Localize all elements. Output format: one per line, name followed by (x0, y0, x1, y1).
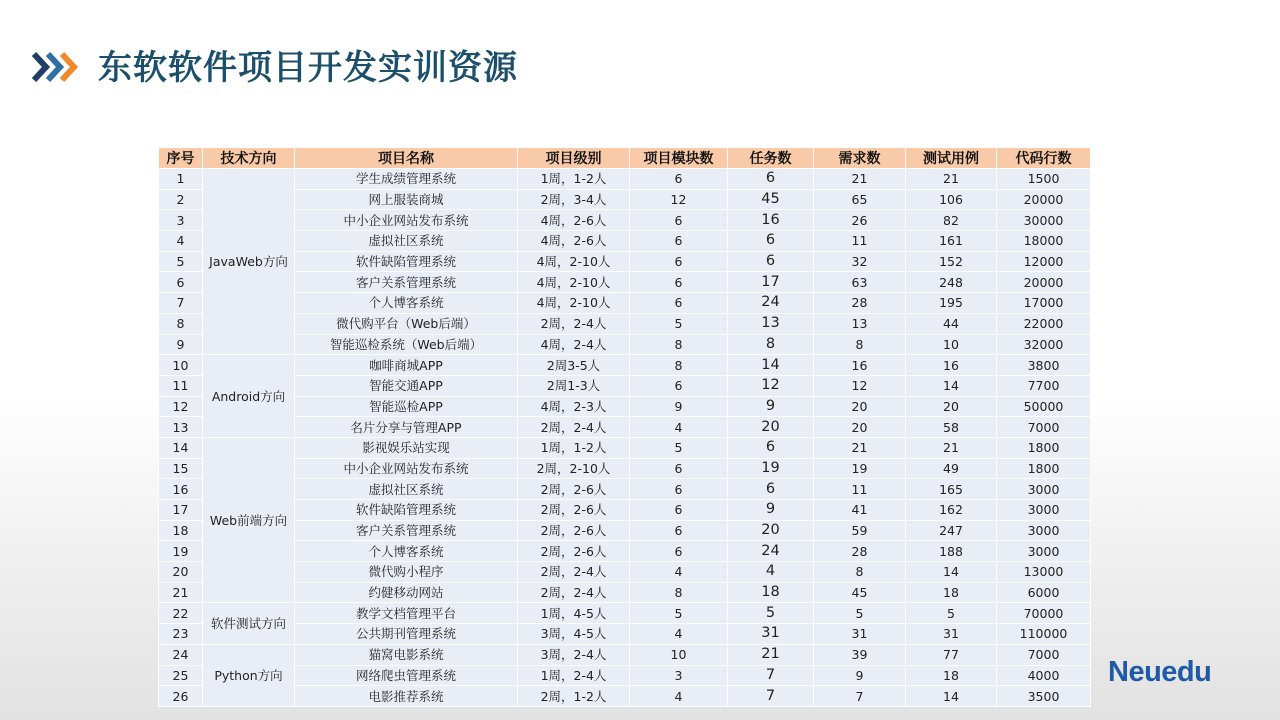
cell-loc: 1800 (997, 458, 1091, 479)
cell-no: 5 (159, 251, 203, 272)
column-header-no: 序号 (159, 148, 203, 169)
tech-direction-cell: Android方向 (203, 355, 295, 438)
cell-name: 猫窝电影系统 (295, 644, 518, 665)
cell-level: 4周，2-6人 (518, 210, 630, 231)
cell-name: 微代购小程序 (295, 562, 518, 583)
cell-level: 2周，2-4人 (518, 417, 630, 438)
cell-tasks: 24 (728, 293, 814, 314)
cell-loc: 3800 (997, 355, 1091, 376)
cell-name: 中小企业网站发布系统 (295, 210, 518, 231)
cell-no: 10 (159, 355, 203, 376)
cell-tasks: 8 (728, 334, 814, 355)
cell-modules: 6 (630, 251, 728, 272)
table-header-row (159, 148, 1091, 169)
cell-no: 21 (159, 582, 203, 603)
cell-reqs: 11 (814, 479, 906, 500)
cell-tests: 20 (906, 396, 997, 417)
column-header-loc: 代码行数 (997, 148, 1091, 169)
cell-no: 24 (159, 644, 203, 665)
cell-reqs: 20 (814, 396, 906, 417)
cell-no: 2 (159, 189, 203, 210)
cell-modules: 12 (630, 189, 728, 210)
cell-no: 7 (159, 293, 203, 314)
cell-level: 3周，4-5人 (518, 624, 630, 645)
cell-loc: 22000 (997, 313, 1091, 334)
tech-direction-cell: Web前端方向 (203, 437, 295, 603)
training-resources-table (158, 147, 1091, 707)
cell-tests: 248 (906, 272, 997, 293)
cell-level: 4周，2-4人 (518, 334, 630, 355)
table-row (159, 686, 1091, 707)
cell-tasks: 31 (728, 624, 814, 645)
cell-no: 8 (159, 313, 203, 334)
cell-tests: 21 (906, 169, 997, 190)
cell-tasks: 7 (728, 665, 814, 686)
cell-level: 4周，2-10人 (518, 251, 630, 272)
cell-tasks: 9 (728, 396, 814, 417)
cell-name: 教学文档管理平台 (295, 603, 518, 624)
cell-tests: 18 (906, 582, 997, 603)
cell-tests: 165 (906, 479, 997, 500)
cell-loc: 70000 (997, 603, 1091, 624)
cell-no: 23 (159, 624, 203, 645)
cell-name: 公共期刊管理系统 (295, 624, 518, 645)
cell-name: 个人博客系统 (295, 293, 518, 314)
table-row (159, 169, 1091, 190)
cell-tests: 162 (906, 500, 997, 521)
table-row (159, 500, 1091, 521)
cell-modules: 5 (630, 313, 728, 334)
cell-loc: 3000 (997, 520, 1091, 541)
table-row (159, 603, 1091, 624)
page-title: 东软软件项目开发实训资源 (98, 48, 518, 88)
neuedu-logo: Neuedu (1108, 656, 1212, 688)
cell-level: 1周，1-2人 (518, 437, 630, 458)
table-row (159, 355, 1091, 376)
cell-tasks: 13 (728, 313, 814, 334)
cell-reqs: 41 (814, 500, 906, 521)
cell-tests: 247 (906, 520, 997, 541)
cell-loc: 7000 (997, 417, 1091, 438)
table-row (159, 644, 1091, 665)
cell-level: 4周，2-10人 (518, 293, 630, 314)
cell-loc: 6000 (997, 582, 1091, 603)
table-row (159, 313, 1091, 334)
cell-reqs: 13 (814, 313, 906, 334)
cell-tasks: 16 (728, 210, 814, 231)
cell-name: 客户关系管理系统 (295, 272, 518, 293)
cell-level: 2周，3-4人 (518, 189, 630, 210)
cell-modules: 4 (630, 686, 728, 707)
cell-tasks: 20 (728, 520, 814, 541)
cell-loc: 110000 (997, 624, 1091, 645)
table-row (159, 251, 1091, 272)
cell-modules: 3 (630, 665, 728, 686)
cell-tasks: 6 (728, 251, 814, 272)
table-row (159, 396, 1091, 417)
column-header-tasks: 任务数 (728, 148, 814, 169)
cell-modules: 6 (630, 231, 728, 252)
column-header-modules: 项目模块数 (630, 148, 728, 169)
cell-reqs: 19 (814, 458, 906, 479)
cell-modules: 5 (630, 603, 728, 624)
cell-tests: 188 (906, 541, 997, 562)
tech-direction-cell: JavaWeb方向 (203, 169, 295, 355)
table-row (159, 293, 1091, 314)
cell-tasks: 24 (728, 541, 814, 562)
cell-tasks: 6 (728, 437, 814, 458)
cell-tests: 14 (906, 562, 997, 583)
cell-tasks: 18 (728, 582, 814, 603)
cell-level: 2周，2-10人 (518, 458, 630, 479)
cell-tasks: 5 (728, 603, 814, 624)
double-chevron-icon (30, 51, 86, 83)
cell-name: 网络爬虫管理系统 (295, 665, 518, 686)
cell-tests: 77 (906, 644, 997, 665)
cell-tasks: 7 (728, 686, 814, 707)
cell-reqs: 39 (814, 644, 906, 665)
cell-loc: 12000 (997, 251, 1091, 272)
cell-name: 智能交通APP (295, 375, 518, 396)
cell-name: 网上服装商城 (295, 189, 518, 210)
cell-no: 3 (159, 210, 203, 231)
cell-tasks: 45 (728, 189, 814, 210)
cell-modules: 5 (630, 437, 728, 458)
column-header-level: 项目级别 (518, 148, 630, 169)
cell-modules: 6 (630, 541, 728, 562)
cell-modules: 6 (630, 520, 728, 541)
cell-modules: 6 (630, 169, 728, 190)
cell-no: 26 (159, 686, 203, 707)
cell-no: 16 (159, 479, 203, 500)
cell-no: 19 (159, 541, 203, 562)
cell-level: 2周3-5人 (518, 355, 630, 376)
cell-modules: 8 (630, 355, 728, 376)
cell-name: 软件缺陷管理系统 (295, 500, 518, 521)
cell-no: 15 (159, 458, 203, 479)
cell-modules: 6 (630, 210, 728, 231)
cell-tests: 5 (906, 603, 997, 624)
table-row (159, 624, 1091, 645)
cell-level: 2周1-3人 (518, 375, 630, 396)
cell-loc: 13000 (997, 562, 1091, 583)
cell-modules: 6 (630, 479, 728, 500)
cell-level: 4周，2-10人 (518, 272, 630, 293)
cell-modules: 10 (630, 644, 728, 665)
cell-no: 14 (159, 437, 203, 458)
cell-name: 约健移动网站 (295, 582, 518, 603)
cell-tests: 14 (906, 686, 997, 707)
cell-loc: 50000 (997, 396, 1091, 417)
tech-direction-cell: 软件测试方向 (203, 603, 295, 644)
cell-tests: 195 (906, 293, 997, 314)
table-row (159, 665, 1091, 686)
cell-modules: 4 (630, 417, 728, 438)
cell-tasks: 20 (728, 417, 814, 438)
column-header-name: 项目名称 (295, 148, 518, 169)
cell-level: 2周，2-6人 (518, 541, 630, 562)
cell-tests: 58 (906, 417, 997, 438)
cell-tests: 49 (906, 458, 997, 479)
cell-reqs: 21 (814, 169, 906, 190)
cell-reqs: 5 (814, 603, 906, 624)
cell-name: 微代购平台（Web后端） (295, 313, 518, 334)
cell-reqs: 28 (814, 541, 906, 562)
table-row (159, 272, 1091, 293)
cell-name: 智能巡检系统（Web后端） (295, 334, 518, 355)
cell-tests: 16 (906, 355, 997, 376)
cell-level: 4周，2-3人 (518, 396, 630, 417)
cell-tests: 10 (906, 334, 997, 355)
cell-reqs: 7 (814, 686, 906, 707)
cell-no: 1 (159, 169, 203, 190)
cell-loc: 3000 (997, 500, 1091, 521)
table-body (159, 169, 1091, 707)
cell-tasks: 14 (728, 355, 814, 376)
cell-tasks: 19 (728, 458, 814, 479)
table-row (159, 334, 1091, 355)
cell-reqs: 16 (814, 355, 906, 376)
cell-reqs: 9 (814, 665, 906, 686)
cell-reqs: 63 (814, 272, 906, 293)
cell-reqs: 21 (814, 437, 906, 458)
cell-tests: 31 (906, 624, 997, 645)
table-row (159, 189, 1091, 210)
cell-name: 智能巡检APP (295, 396, 518, 417)
cell-loc: 32000 (997, 334, 1091, 355)
cell-name: 虚拟社区系统 (295, 479, 518, 500)
cell-no: 9 (159, 334, 203, 355)
cell-tasks: 6 (728, 231, 814, 252)
cell-modules: 9 (630, 396, 728, 417)
cell-tasks: 9 (728, 500, 814, 521)
cell-name: 个人博客系统 (295, 541, 518, 562)
cell-level: 1周，1-2人 (518, 169, 630, 190)
cell-no: 18 (159, 520, 203, 541)
cell-no: 25 (159, 665, 203, 686)
cell-reqs: 26 (814, 210, 906, 231)
cell-level: 2周，2-4人 (518, 313, 630, 334)
cell-name: 虚拟社区系统 (295, 231, 518, 252)
cell-name: 客户关系管理系统 (295, 520, 518, 541)
cell-modules: 6 (630, 500, 728, 521)
cell-modules: 4 (630, 562, 728, 583)
column-header-tests: 测试用例 (906, 148, 997, 169)
table-row (159, 231, 1091, 252)
cell-tasks: 6 (728, 169, 814, 190)
cell-name: 中小企业网站发布系统 (295, 458, 518, 479)
cell-level: 2周，1-2人 (518, 686, 630, 707)
cell-tasks: 4 (728, 562, 814, 583)
cell-modules: 6 (630, 272, 728, 293)
cell-level: 3周，2-4人 (518, 644, 630, 665)
table-row (159, 437, 1091, 458)
cell-loc: 20000 (997, 272, 1091, 293)
column-header-reqs: 需求数 (814, 148, 906, 169)
table-row (159, 417, 1091, 438)
cell-name: 软件缺陷管理系统 (295, 251, 518, 272)
cell-name: 电影推荐系统 (295, 686, 518, 707)
cell-reqs: 12 (814, 375, 906, 396)
cell-modules: 6 (630, 458, 728, 479)
cell-no: 20 (159, 562, 203, 583)
cell-loc: 17000 (997, 293, 1091, 314)
cell-reqs: 28 (814, 293, 906, 314)
table-row (159, 479, 1091, 500)
cell-no: 17 (159, 500, 203, 521)
cell-level: 1周，4-5人 (518, 603, 630, 624)
cell-reqs: 45 (814, 582, 906, 603)
cell-no: 12 (159, 396, 203, 417)
cell-reqs: 65 (814, 189, 906, 210)
cell-reqs: 31 (814, 624, 906, 645)
cell-no: 4 (159, 231, 203, 252)
cell-tasks: 21 (728, 644, 814, 665)
cell-no: 11 (159, 375, 203, 396)
cell-no: 13 (159, 417, 203, 438)
cell-loc: 1500 (997, 169, 1091, 190)
cell-tasks: 17 (728, 272, 814, 293)
cell-loc: 20000 (997, 189, 1091, 210)
cell-level: 2周，2-6人 (518, 520, 630, 541)
cell-level: 2周，2-6人 (518, 479, 630, 500)
cell-loc: 3000 (997, 479, 1091, 500)
cell-level: 1周，2-4人 (518, 665, 630, 686)
cell-loc: 3500 (997, 686, 1091, 707)
cell-name: 影视娱乐站实现 (295, 437, 518, 458)
cell-no: 22 (159, 603, 203, 624)
cell-loc: 1800 (997, 437, 1091, 458)
cell-loc: 18000 (997, 231, 1091, 252)
cell-modules: 8 (630, 334, 728, 355)
cell-reqs: 8 (814, 562, 906, 583)
cell-loc: 4000 (997, 665, 1091, 686)
cell-modules: 4 (630, 624, 728, 645)
cell-loc: 7700 (997, 375, 1091, 396)
cell-tests: 152 (906, 251, 997, 272)
cell-modules: 6 (630, 293, 728, 314)
table-row (159, 458, 1091, 479)
cell-tasks: 6 (728, 479, 814, 500)
table-row (159, 520, 1091, 541)
table-row (159, 210, 1091, 231)
cell-tests: 106 (906, 189, 997, 210)
cell-loc: 7000 (997, 644, 1091, 665)
cell-name: 咖啡商城APP (295, 355, 518, 376)
cell-tests: 44 (906, 313, 997, 334)
cell-tests: 14 (906, 375, 997, 396)
cell-modules: 6 (630, 375, 728, 396)
cell-tests: 161 (906, 231, 997, 252)
table-row (159, 582, 1091, 603)
cell-reqs: 8 (814, 334, 906, 355)
cell-tests: 82 (906, 210, 997, 231)
cell-reqs: 32 (814, 251, 906, 272)
cell-no: 6 (159, 272, 203, 293)
cell-tasks: 12 (728, 375, 814, 396)
cell-name: 名片分享与管理APP (295, 417, 518, 438)
table-row (159, 375, 1091, 396)
table-row (159, 562, 1091, 583)
cell-reqs: 59 (814, 520, 906, 541)
cell-tests: 18 (906, 665, 997, 686)
cell-level: 2周，2-4人 (518, 582, 630, 603)
cell-reqs: 20 (814, 417, 906, 438)
cell-level: 2周，2-6人 (518, 500, 630, 521)
cell-name: 学生成绩管理系统 (295, 169, 518, 190)
cell-loc: 30000 (997, 210, 1091, 231)
cell-loc: 3000 (997, 541, 1091, 562)
column-header-group: 技术方向 (203, 148, 295, 169)
table-row (159, 541, 1091, 562)
cell-reqs: 11 (814, 231, 906, 252)
cell-level: 2周，2-4人 (518, 562, 630, 583)
cell-tests: 21 (906, 437, 997, 458)
cell-modules: 8 (630, 582, 728, 603)
cell-level: 4周，2-6人 (518, 231, 630, 252)
tech-direction-cell: Python方向 (203, 644, 295, 706)
